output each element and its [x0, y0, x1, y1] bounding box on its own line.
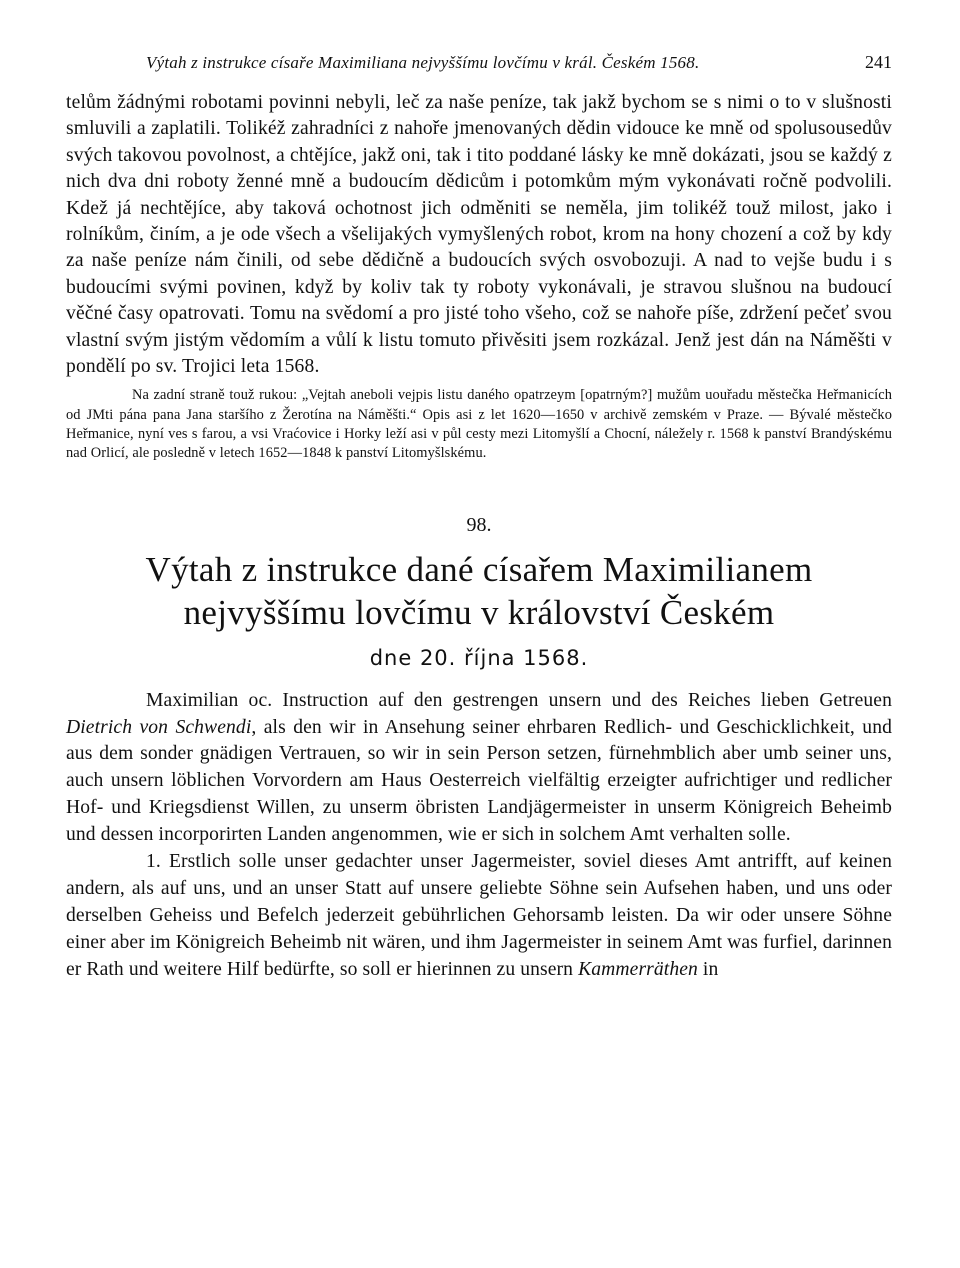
page: [66, 52, 892, 984]
paragraph-intro: [66, 688, 892, 849]
document-number: 98.: [466, 513, 492, 536]
paragraph-article-1: [66, 849, 892, 984]
paragraph-intro-text-b: , als den wir in Ansehung seiner ehrbaren Redlich- und Geschicklichkeit, und aus dem sonder gnädigen Vertrauen, so wir in sein Person setzen, fürnehmblich aber umb seiner uns, auch unsern löblichen Vorvordern am Haus Oesterreich vielfältig erzeigter aufrichtiger und redlicher Hof- und Kriegsdienst Willen, zu unserm öbristen Landjägermeister in unserm Königreich Beheimb und dessen incorporirten Landen angenommen, wie er sich in solchem Amt verhalten solle.: [66, 716, 892, 846]
running-header: [66, 52, 892, 90]
person-name: Dietrich von Schwendi: [66, 716, 252, 738]
document-date: dne 20. října 1568.: [369, 645, 589, 670]
footnote: Na zadní straně touž rukou: „Vejtah aneboli vejpis listu daného opatrzeym [opatrným?] mužům uouřadu městečka Heřmanicích od JMti pána pana Jana staršího z Žerotína na Náměšti.“ Opis asi z let 1620—1650 v archivě zemském v Praze. — Bývalé městečko Heřmanice, nyní ves s farou, a vsi Vraćovice i Horky leží asi v půl cesty mezi Litomyšlí a Chocní, náležely r. 1568 k panství Brandýskému nad Orlicí, ale posledně v letech 1652—1848 k panství Litomyšlskému.: [66, 387, 892, 462]
continuation-paragraph: telům žádnými robotami povinni nebyli, leč za naše peníze, tak jakž bychom se s nimi o to v slušnosti smluvili a zaplatili. Tolikéž zahradníci z nahoře jmenovaných dědin vidouce ke mně od spolusousedův svých takovou povolnost, a chtějíce, jakž oni, tak i tito poddané lásky ke mně dokázati, jsou se každý z nich dva dni roboty ženné mně a budoucím dědicům i potomkům mým vykonávati ročně podvolili. Kdež já nechtějíce, aby taková ochotnost jich odměniti se neměla, jim tolikéž touž milost, jako i rolníkům, činím, a je ode všech a všelijakých vymyšlených robot, krom na hony chození a což by kdy za naše peníze nám činili, od sebe dědičně a budoucích svých osvobozuji. A nad to vejše budu i s budoucími svými povinen, když by koliv tak ty roboty vykonávali, je stravou slušnou na budoucí věčné časy opatrovati. Tomu na svědomí a pro jisté toho všeho, což se nahoře píše, zdržení pečeť svou vlastní svým jistým vědomím a vůlí k listu tomuto přivěsiti jsem rozkázal. Jenž jest dán na Náměšti v pondělí po sv. Trojici leta 1568.: [66, 92, 892, 378]
running-title: Výtah z instrukce císaře Maximiliana nejvyššímu lovčímu v král. Českém 1568.: [146, 53, 700, 72]
page-number: 241: [865, 52, 892, 72]
emphasized-term: Kammerräthen: [578, 958, 698, 980]
document-title-line-1: Výtah z instrukce dané císařem Maximilianem: [145, 549, 813, 589]
document-title: [66, 548, 892, 634]
paragraph-article-1-text-a: 1. Erstlich solle unser gedachter unser Jagermeister, soviel dieses Amt antrifft, auf keinen andern, als auf uns, und an unser Statt auf unsere geliebte Söhne sein Aufsehen haben, und uns oder derselben Geheiss und Befelch jederzeit gebührlichen Gehorsamb leisten. Da wir oder unsere Söhne einer aber im Königreich Beheimb nit wären, und ihm Jagermeister in seinem Amt was furfiel, darinnen er Rath und weitere Hilf bedürfte, so soll er hierinnen zu unsern: [66, 851, 892, 980]
paragraph-article-1-text-b: in: [697, 958, 719, 980]
paragraph-intro-text-a: Maximilian oc. Instruction auf den gestrengen unsern und des Reiches lieben Getreuen: [146, 689, 892, 711]
document-title-line-2: nejvyššímu lovčímu v království Českém: [183, 592, 775, 632]
